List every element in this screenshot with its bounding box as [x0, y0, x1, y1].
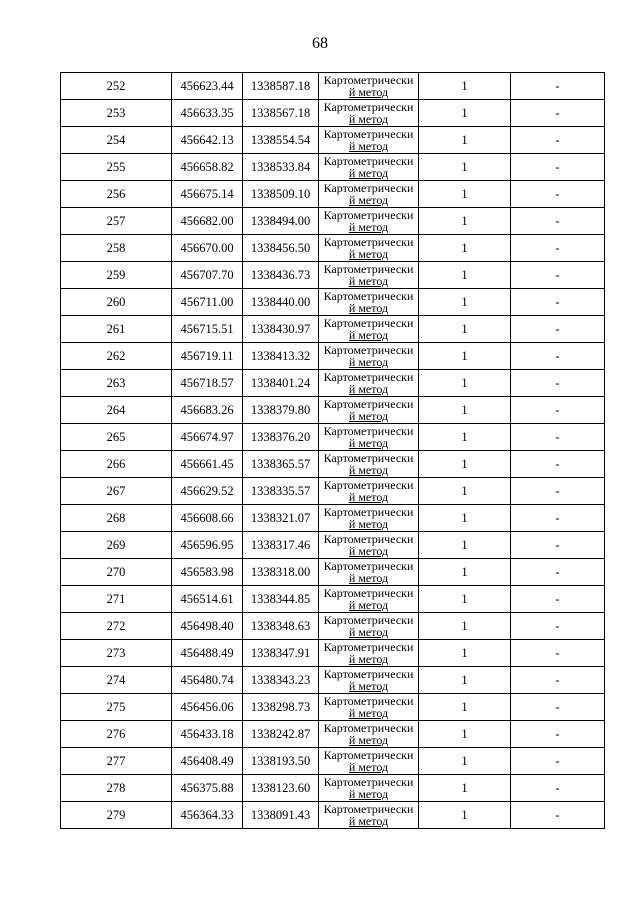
accuracy-cell: 1	[419, 73, 511, 100]
method-cell	[319, 316, 419, 343]
table-row	[61, 343, 605, 370]
accuracy-cell: 1	[419, 154, 511, 181]
method-text-line2: й метод	[348, 544, 389, 558]
coord-x-cell: 456488.49	[172, 640, 243, 667]
page-number: 68	[312, 35, 328, 52]
note-cell: -	[511, 73, 605, 100]
accuracy-cell: 1	[419, 208, 511, 235]
table-row	[61, 262, 605, 289]
point-number-cell: 265	[61, 424, 172, 451]
note-cell: -	[511, 208, 605, 235]
method-text-line1: Картометрически	[323, 640, 414, 654]
table-row	[61, 775, 605, 802]
note-cell: -	[511, 100, 605, 127]
table-row	[61, 127, 605, 154]
coord-x-cell: 456658.82	[172, 154, 243, 181]
coord-x-cell: 456433.18	[172, 721, 243, 748]
method-cell	[319, 127, 419, 154]
coord-x-cell: 456661.45	[172, 451, 243, 478]
method-text-line2: й метод	[348, 733, 389, 747]
table-row	[61, 505, 605, 532]
method-text-line1: Картометрически	[323, 235, 414, 249]
method-text-line2: й метод	[348, 625, 389, 639]
table-row	[61, 748, 605, 775]
method-cell	[319, 532, 419, 559]
table-row	[61, 721, 605, 748]
method-text-line2: й метод	[348, 652, 389, 666]
table-row	[61, 100, 605, 127]
point-number-cell: 258	[61, 235, 172, 262]
point-number-cell: 263	[61, 370, 172, 397]
table-row	[61, 559, 605, 586]
coord-x-cell: 456674.97	[172, 424, 243, 451]
method-text-line1: Картометрически	[323, 370, 414, 384]
point-number-cell: 261	[61, 316, 172, 343]
coord-x-cell: 456682.00	[172, 208, 243, 235]
method-text-line2: й метод	[348, 571, 389, 585]
accuracy-cell: 1	[419, 127, 511, 154]
point-number-cell: 277	[61, 748, 172, 775]
coord-y-cell: 1338401.24	[243, 370, 319, 397]
point-number-cell: 272	[61, 613, 172, 640]
table-row	[61, 370, 605, 397]
note-cell: -	[511, 640, 605, 667]
coord-x-cell: 456408.49	[172, 748, 243, 775]
method-cell	[319, 343, 419, 370]
coord-x-cell: 456583.98	[172, 559, 243, 586]
method-cell	[319, 262, 419, 289]
method-text-line1: Картометрически	[323, 208, 414, 222]
method-text-line1: Картометрически	[323, 262, 414, 276]
note-cell: -	[511, 397, 605, 424]
method-cell	[319, 478, 419, 505]
coord-y-cell: 1338123.60	[243, 775, 319, 802]
note-cell: -	[511, 316, 605, 343]
accuracy-cell: 1	[419, 370, 511, 397]
method-cell	[319, 73, 419, 100]
note-cell: -	[511, 181, 605, 208]
method-text-line1: Картометрически	[323, 316, 414, 330]
method-text-line2: й метод	[348, 706, 389, 720]
note-cell: -	[511, 694, 605, 721]
method-cell	[319, 802, 419, 829]
table-row	[61, 289, 605, 316]
method-text-line2: й метод	[348, 814, 389, 828]
coord-y-cell: 1338376.20	[243, 424, 319, 451]
note-cell: -	[511, 505, 605, 532]
point-number-cell: 269	[61, 532, 172, 559]
method-text-line1: Картометрически	[323, 343, 414, 357]
table-row	[61, 73, 605, 100]
method-cell	[319, 586, 419, 613]
method-cell	[319, 640, 419, 667]
note-cell: -	[511, 235, 605, 262]
method-text-line2: й метод	[348, 220, 389, 234]
coord-y-cell: 1338587.18	[243, 73, 319, 100]
coord-x-cell: 456670.00	[172, 235, 243, 262]
coord-x-cell: 456633.35	[172, 100, 243, 127]
coord-x-cell: 456718.57	[172, 370, 243, 397]
coord-x-cell: 456675.14	[172, 181, 243, 208]
note-cell: -	[511, 478, 605, 505]
accuracy-cell: 1	[419, 775, 511, 802]
point-number-cell: 257	[61, 208, 172, 235]
accuracy-cell: 1	[419, 235, 511, 262]
note-cell: -	[511, 424, 605, 451]
method-cell	[319, 694, 419, 721]
method-text-line2: й метод	[348, 166, 389, 180]
method-text-line1: Картометрически	[323, 613, 414, 627]
note-cell: -	[511, 775, 605, 802]
method-text-line2: й метод	[348, 436, 389, 450]
coord-y-cell: 1338379.80	[243, 397, 319, 424]
method-text-line2: й метод	[348, 328, 389, 342]
method-text-line1: Картометрически	[323, 181, 414, 195]
coord-x-cell: 456715.51	[172, 316, 243, 343]
accuracy-cell: 1	[419, 181, 511, 208]
table-row	[61, 181, 605, 208]
method-text-line1: Картометрически	[323, 100, 414, 114]
accuracy-cell: 1	[419, 694, 511, 721]
coord-x-cell: 456608.66	[172, 505, 243, 532]
accuracy-cell: 1	[419, 289, 511, 316]
method-text-line2: й метод	[348, 139, 389, 153]
method-text-line2: й метод	[348, 355, 389, 369]
point-number-cell: 259	[61, 262, 172, 289]
method-text-line1: Картометрически	[323, 586, 414, 600]
accuracy-cell: 1	[419, 397, 511, 424]
coord-x-cell: 456514.61	[172, 586, 243, 613]
method-cell	[319, 154, 419, 181]
method-cell	[319, 289, 419, 316]
table-row	[61, 640, 605, 667]
table-row	[61, 397, 605, 424]
coord-y-cell: 1338436.73	[243, 262, 319, 289]
table-row	[61, 451, 605, 478]
coord-x-cell: 456596.95	[172, 532, 243, 559]
method-text-line2: й метод	[348, 112, 389, 126]
method-cell	[319, 100, 419, 127]
point-number-cell: 268	[61, 505, 172, 532]
accuracy-cell: 1	[419, 640, 511, 667]
note-cell: -	[511, 748, 605, 775]
point-number-cell: 271	[61, 586, 172, 613]
accuracy-cell: 1	[419, 505, 511, 532]
point-number-cell: 279	[61, 802, 172, 829]
coord-y-cell: 1338343.23	[243, 667, 319, 694]
table-row	[61, 316, 605, 343]
method-text-line1: Картометрически	[323, 559, 414, 573]
method-cell	[319, 775, 419, 802]
method-text-line2: й метод	[348, 787, 389, 801]
point-number-cell: 270	[61, 559, 172, 586]
note-cell: -	[511, 613, 605, 640]
method-cell	[319, 208, 419, 235]
method-text-line1: Картометрически	[323, 505, 414, 519]
note-cell: -	[511, 262, 605, 289]
method-text-line2: й метод	[348, 193, 389, 207]
point-number-cell: 260	[61, 289, 172, 316]
method-cell	[319, 613, 419, 640]
coord-x-cell: 456480.74	[172, 667, 243, 694]
method-text-line2: й метод	[348, 679, 389, 693]
method-text-line1: Картометрически	[323, 667, 414, 681]
method-cell	[319, 559, 419, 586]
method-cell	[319, 748, 419, 775]
table-row	[61, 802, 605, 829]
accuracy-cell: 1	[419, 721, 511, 748]
point-number-cell: 262	[61, 343, 172, 370]
note-cell: -	[511, 451, 605, 478]
method-text-line1: Картометрически	[323, 424, 414, 438]
method-text-line2: й метод	[348, 409, 389, 423]
note-cell: -	[511, 721, 605, 748]
note-cell: -	[511, 532, 605, 559]
method-text-line1: Картометрически	[323, 478, 414, 492]
accuracy-cell: 1	[419, 802, 511, 829]
coord-y-cell: 1338440.00	[243, 289, 319, 316]
point-number-cell: 253	[61, 100, 172, 127]
point-number-cell: 274	[61, 667, 172, 694]
method-text-line2: й метод	[348, 760, 389, 774]
method-text-line1: Картометрически	[323, 748, 414, 762]
method-cell	[319, 397, 419, 424]
point-number-cell: 264	[61, 397, 172, 424]
method-cell	[319, 451, 419, 478]
table-row	[61, 586, 605, 613]
coord-x-cell: 456623.44	[172, 73, 243, 100]
coord-y-cell: 1338533.84	[243, 154, 319, 181]
coord-y-cell: 1338430.97	[243, 316, 319, 343]
coord-y-cell: 1338335.57	[243, 478, 319, 505]
coordinates-table	[60, 72, 605, 829]
table-row	[61, 235, 605, 262]
method-text-line1: Картометрически	[323, 775, 414, 789]
method-text-line2: й метод	[348, 301, 389, 315]
coord-x-cell: 456683.26	[172, 397, 243, 424]
table-row	[61, 694, 605, 721]
accuracy-cell: 1	[419, 532, 511, 559]
coord-y-cell: 1338347.91	[243, 640, 319, 667]
coord-y-cell: 1338091.43	[243, 802, 319, 829]
coord-x-cell: 456364.33	[172, 802, 243, 829]
method-cell	[319, 424, 419, 451]
method-text-line2: й метод	[348, 598, 389, 612]
accuracy-cell: 1	[419, 451, 511, 478]
table-row	[61, 208, 605, 235]
method-text-line1: Картометрически	[323, 802, 414, 816]
method-text-line2: й метод	[348, 247, 389, 261]
method-text-line1: Картометрически	[323, 451, 414, 465]
point-number-cell: 275	[61, 694, 172, 721]
coord-y-cell: 1338317.46	[243, 532, 319, 559]
note-cell: -	[511, 289, 605, 316]
method-text-line1: Картометрически	[323, 154, 414, 168]
note-cell: -	[511, 559, 605, 586]
coord-y-cell: 1338348.63	[243, 613, 319, 640]
note-cell: -	[511, 343, 605, 370]
coord-y-cell: 1338344.85	[243, 586, 319, 613]
accuracy-cell: 1	[419, 478, 511, 505]
method-cell	[319, 505, 419, 532]
coord-y-cell: 1338567.18	[243, 100, 319, 127]
method-text-line1: Картометрически	[323, 73, 414, 87]
accuracy-cell: 1	[419, 343, 511, 370]
coord-y-cell: 1338413.32	[243, 343, 319, 370]
coord-y-cell: 1338318.00	[243, 559, 319, 586]
coord-y-cell: 1338494.00	[243, 208, 319, 235]
method-text-line2: й метод	[348, 85, 389, 99]
accuracy-cell: 1	[419, 559, 511, 586]
coord-y-cell: 1338509.10	[243, 181, 319, 208]
coord-x-cell: 456498.40	[172, 613, 243, 640]
coord-x-cell: 456711.00	[172, 289, 243, 316]
note-cell: -	[511, 667, 605, 694]
method-text-line1: Картометрически	[323, 127, 414, 141]
coord-x-cell: 456642.13	[172, 127, 243, 154]
point-number-cell: 278	[61, 775, 172, 802]
accuracy-cell: 1	[419, 316, 511, 343]
point-number-cell: 276	[61, 721, 172, 748]
table-row	[61, 667, 605, 694]
point-number-cell: 252	[61, 73, 172, 100]
accuracy-cell: 1	[419, 748, 511, 775]
point-number-cell: 266	[61, 451, 172, 478]
table-row	[61, 424, 605, 451]
table-row	[61, 613, 605, 640]
method-text-line1: Картометрически	[323, 532, 414, 546]
method-text-line1: Картометрически	[323, 289, 414, 303]
method-text-line1: Картометрически	[323, 721, 414, 735]
point-number-cell: 254	[61, 127, 172, 154]
coord-y-cell: 1338321.07	[243, 505, 319, 532]
point-number-cell: 273	[61, 640, 172, 667]
method-text-line1: Картометрически	[323, 694, 414, 708]
method-cell	[319, 721, 419, 748]
coord-y-cell: 1338365.57	[243, 451, 319, 478]
coord-y-cell: 1338554.54	[243, 127, 319, 154]
accuracy-cell: 1	[419, 424, 511, 451]
method-cell	[319, 235, 419, 262]
coord-x-cell: 456375.88	[172, 775, 243, 802]
point-number-cell: 267	[61, 478, 172, 505]
method-text-line2: й метод	[348, 463, 389, 477]
accuracy-cell: 1	[419, 667, 511, 694]
table-row	[61, 478, 605, 505]
method-text-line2: й метод	[348, 274, 389, 288]
coord-x-cell: 456629.52	[172, 478, 243, 505]
coord-x-cell: 456707.70	[172, 262, 243, 289]
method-cell	[319, 667, 419, 694]
point-number-cell: 256	[61, 181, 172, 208]
accuracy-cell: 1	[419, 613, 511, 640]
note-cell: -	[511, 802, 605, 829]
table-row	[61, 154, 605, 181]
method-text-line2: й метод	[348, 382, 389, 396]
note-cell: -	[511, 586, 605, 613]
coord-y-cell: 1338298.73	[243, 694, 319, 721]
coord-x-cell: 456719.11	[172, 343, 243, 370]
note-cell: -	[511, 127, 605, 154]
accuracy-cell: 1	[419, 100, 511, 127]
accuracy-cell: 1	[419, 586, 511, 613]
method-text-line2: й метод	[348, 517, 389, 531]
table-row	[61, 532, 605, 559]
coord-y-cell: 1338193.50	[243, 748, 319, 775]
method-text-line2: й метод	[348, 490, 389, 504]
method-cell	[319, 370, 419, 397]
point-number-cell: 255	[61, 154, 172, 181]
coordinates-table-body	[61, 73, 605, 829]
coord-x-cell: 456456.06	[172, 694, 243, 721]
coord-y-cell: 1338456.50	[243, 235, 319, 262]
coord-y-cell: 1338242.87	[243, 721, 319, 748]
note-cell: -	[511, 154, 605, 181]
accuracy-cell: 1	[419, 262, 511, 289]
method-text-line1: Картометрически	[323, 397, 414, 411]
note-cell: -	[511, 370, 605, 397]
method-cell	[319, 181, 419, 208]
